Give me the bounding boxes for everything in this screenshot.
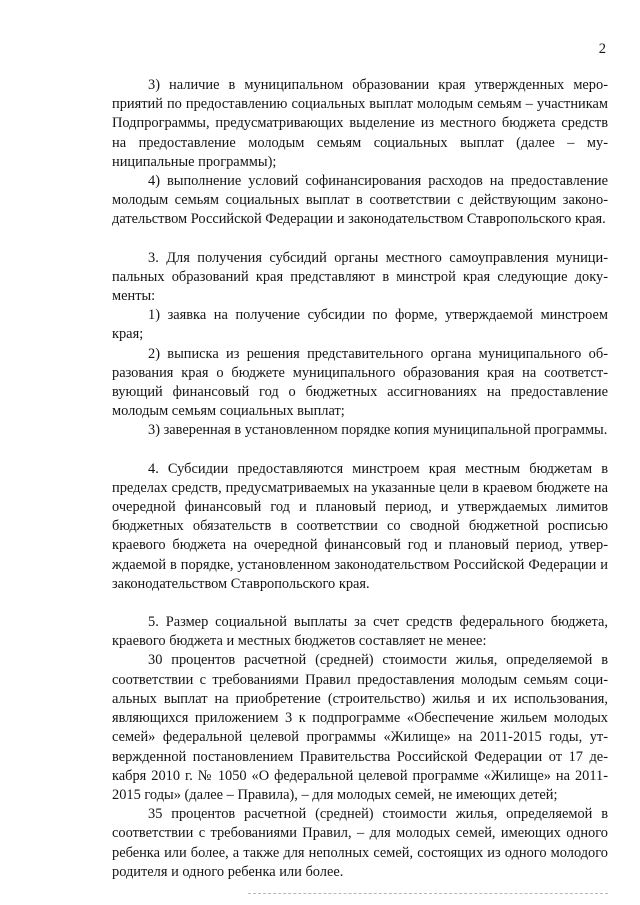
footer-dashed-line — [248, 893, 608, 894]
paragraph-item-3: 3) наличие в муниципальном образовании края утвержденных мероприятий по предоставлению социальных выплат молодым семьям – участникам Подпрограммы, предусматривающих выделение из местного бюджета средств на предоставление молодым семьям социальных выплат (далее – муниципальные программы); — [112, 77, 608, 170]
page-number: 2 — [598, 41, 606, 57]
paragraph-section-5: 5. Размер социальной выплаты за счет средств федерального бюджета, краевого бюджета и местных бюджетов составляет не менее: — [112, 614, 608, 650]
paragraph-35-percent: 35 процентов расчетной (средней) стоимости жилья, определяемой в соответствии с требованиями Правил, – для молодых семей, имеющих одного ребенка или более, а также для неполных семей, состоящих из одного молодого родителя и одного ребенка или более. — [112, 806, 608, 880]
paragraph-item-4: 4) выполнение условий софинансирования расходов на предоставление молодым семьям социальных выплат в соответствии с действующим законодательством Российской Федерации и законодательством Ставропольского края. — [112, 173, 608, 228]
paragraph-document-1: 1) заявка на получение субсидии по форме, утверждаемой минстроем края; — [112, 307, 608, 343]
paragraph-section-3: 3. Для получения субсидий органы местного самоуправления муниципальных образований края представляют в минстрой края следующие документы: — [112, 249, 608, 305]
paragraph-document-2: 2) выписка из решения представительного органа муниципального образования края о бюджете муниципального образования края на соответствующий финансовый год о бюджетных ассигнованиях на предоставление молодым семьям социальных выплат; — [112, 345, 608, 420]
paragraph-section-4: 4. Субсидии предоставляются минстроем края местным бюджетам в пределах средств, предусматриваемых на указанные цели в краевом бюджете на очередной финансовый год и плановый период, и утверждаемых лимитов бюджетных обязательств в соответствии со сводной бюджетной росписью краевого бюджета на очередной финансовый год и плановый период, утверждаемой в порядке, установленном законодательством Российской Федерации и законодательством Ставропольского края. — [112, 460, 608, 592]
document-body — [112, 76, 608, 882]
paragraph-document-3: 3) заверенная в установленном порядке копия муниципальной программы. — [148, 422, 608, 439]
paragraph-30-percent: 30 процентов расчетной (средней) стоимости жилья, определяемой в соответствии с требованиями Правил предоставления молодым семьям социальных выплат на приобретение (строительство) жилья и их использования, являющихся приложением 3 к подпрограмме «Обеспечение жильем молодых семей» федеральной целевой программы «Жилище» на 2011-2015 годы, утвержденной постановлением Правительства Российской Федерации от 17 декабря 2010 г. № 1050 «О федеральной целевой программе «Жилище» на 2011-2015 годы» (далее – Правила), – для молодых семей, не имеющих детей; — [112, 652, 608, 803]
